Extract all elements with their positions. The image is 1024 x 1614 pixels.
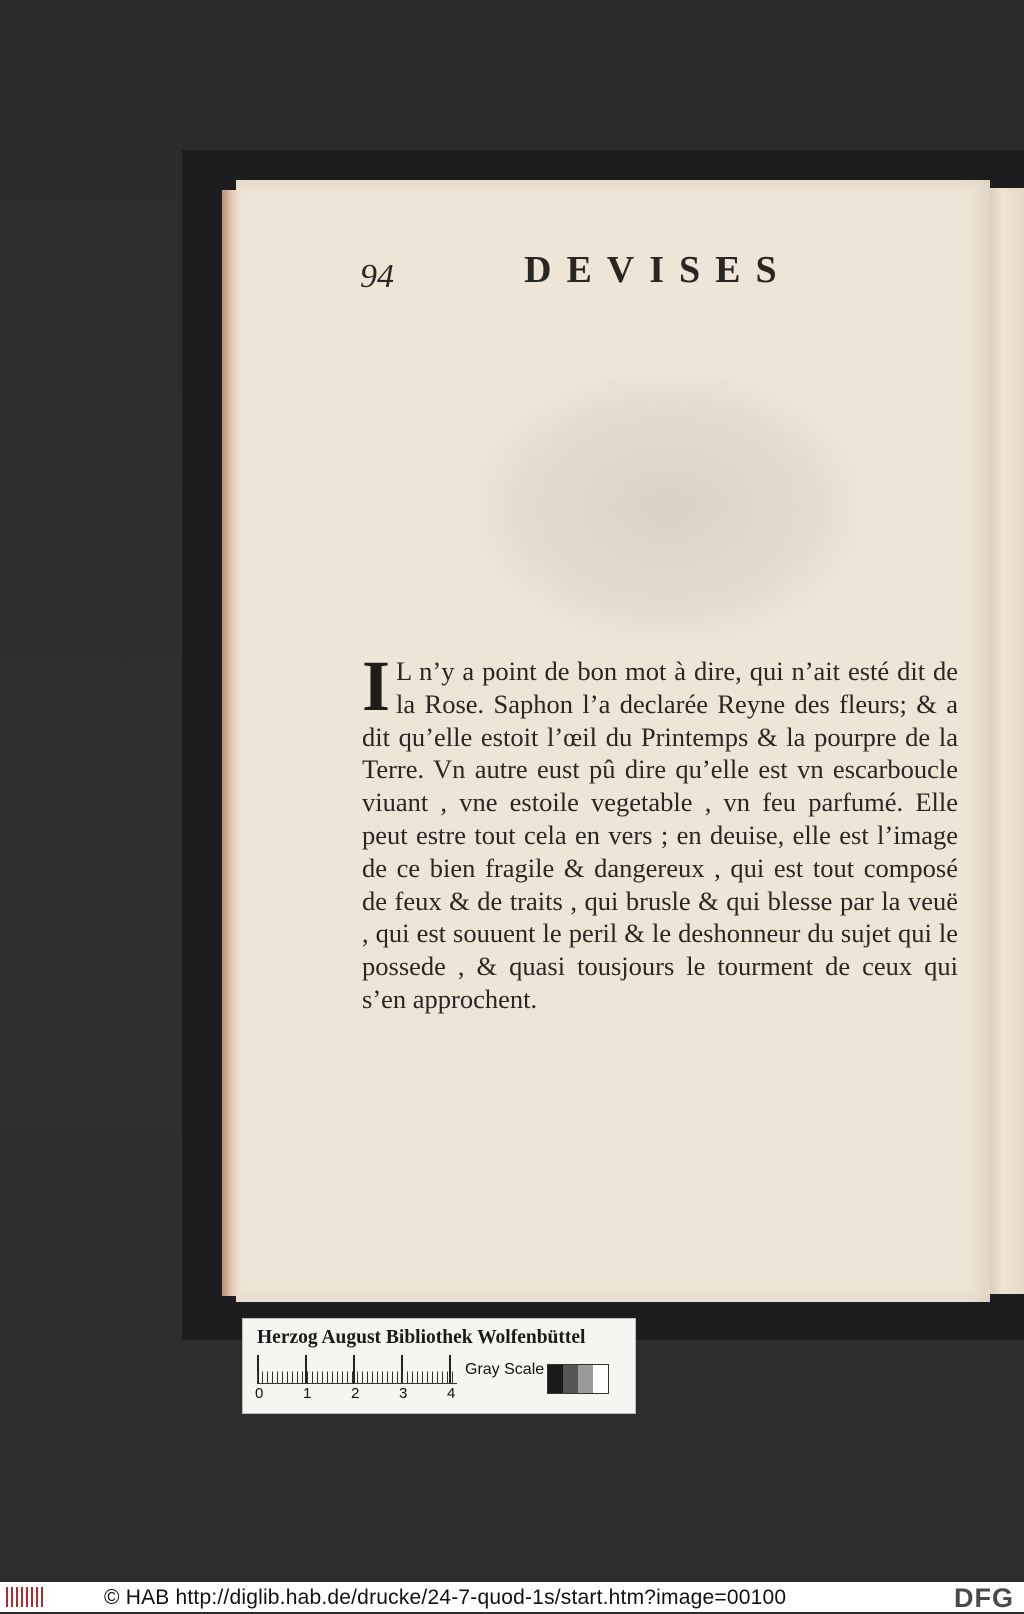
library-title: Herzog August Bibliothek Wolfenbüttel [257,1327,586,1348]
barcode-icon [6,1587,46,1607]
running-head: DEVISES [524,249,792,291]
gray-scale-swatch [547,1364,609,1394]
footer-bar [0,1582,1024,1612]
ruler-number: 1 [303,1385,312,1402]
ruler-number: 4 [447,1385,456,1402]
body-paragraph [362,646,958,1016]
page-edge [222,190,240,1296]
gray-swatch [548,1365,563,1393]
gray-swatch [593,1365,608,1393]
page-number: 94 [360,258,394,295]
ruler-number: 3 [399,1385,408,1402]
gray-scale-label: Gray Scale [465,1361,545,1378]
gray-swatch [578,1365,593,1393]
library-label-card [242,1318,636,1414]
paragraph-text: L n’y a point de bon mot à dire, qui n’ait esté dit de la Rose. Saphon l’a declarée Reyne des fleurs; & a dit qu’elle estoit l’œil du Printemps & la pourpre de la Terre. Vn autre eust pû dire qu’elle est vn escarboucle viuant , vne estoile vegetable , vn feu parfumé. Elle peut estre tout cela en vers ; en deuise, elle est l’image de ce bien fragile & dangereux , qui est tout composé de feux & de traits , qui brusle & qui blesse par la veuë , qui est souuent le peril & le deshonneur du sujet qui le possede , & quasi tousjours le tourment de ceux qui s’en approchent. [362,656,958,1014]
drop-cap: I [362,646,391,726]
bleed-through-emblem [478,375,858,640]
next-page-edge [988,188,1024,1294]
ruler [257,1361,457,1384]
ruler-number: 0 [255,1385,264,1402]
credit-link[interactable]: © HAB http://diglib.hab.de/drucke/24-7-quod-1s/start.htm?image=00100 [104,1586,787,1609]
ruler-numbers [253,1385,473,1405]
ruler-number: 2 [351,1385,360,1402]
dfg-logo: DFG [954,1583,1014,1613]
gray-swatch [563,1365,578,1393]
